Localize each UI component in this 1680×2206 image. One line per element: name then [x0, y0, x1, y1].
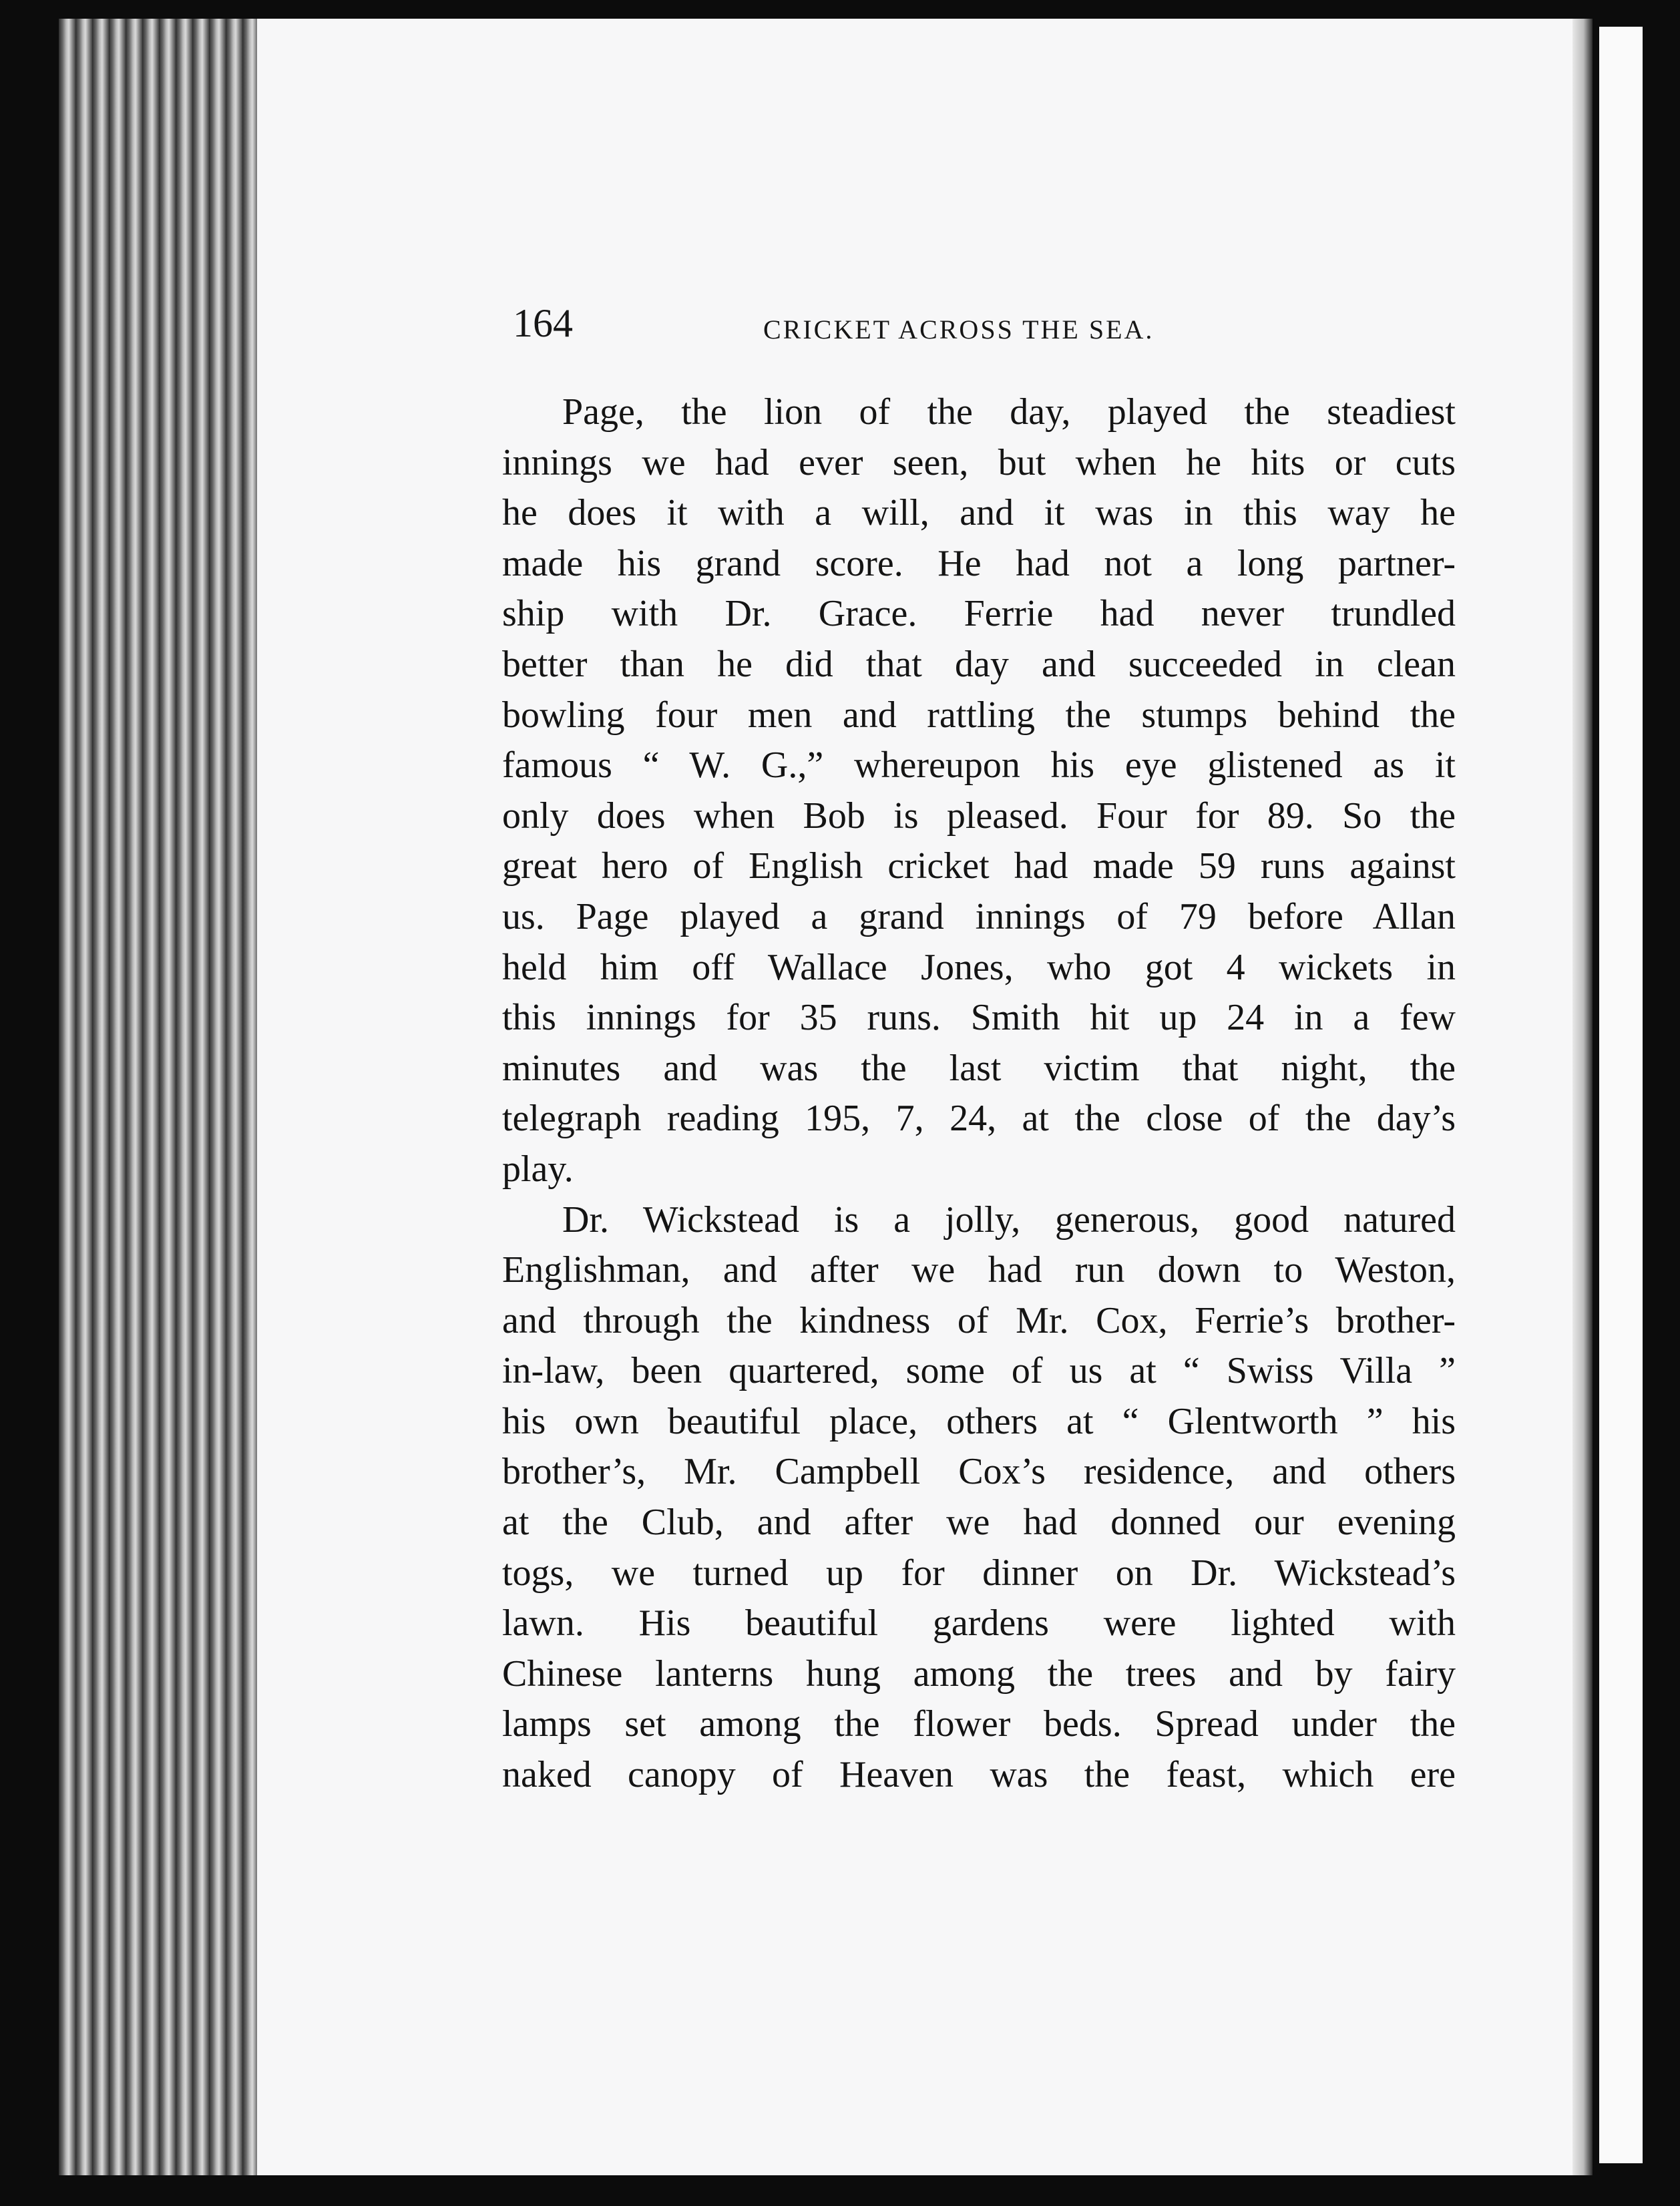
- text-line: only does when Bob is pleased. Four for 89. So the: [502, 795, 1456, 837]
- text-line: and through the kindness of Mr. Cox, Ferrie’s brother-: [502, 1299, 1456, 1341]
- page-number: 164: [513, 301, 573, 345]
- text-line: great hero of English cricket had made 59 runs against: [502, 845, 1456, 887]
- facing-page-edge: [1599, 27, 1643, 2163]
- text-line: play.: [502, 1148, 574, 1190]
- paragraph-2: [502, 1195, 1456, 1801]
- text-line: lamps set among the flower beds. Spread under the: [502, 1703, 1456, 1745]
- text-line: togs, we turned up for dinner on Dr. Wickstead’s: [502, 1552, 1456, 1594]
- text-line: ship with Dr. Grace. Ferrie had never trundled: [502, 593, 1456, 635]
- page-gutter: [1572, 19, 1593, 2175]
- text-line: lawn. His beautiful gardens were lighted with: [502, 1602, 1456, 1644]
- text-line: telegraph reading 195, 7, 24, at the close of the day’s: [502, 1098, 1456, 1140]
- running-head: CRICKET ACROSS THE SEA.: [763, 314, 1154, 345]
- text-line: brother’s, Mr. Campbell Cox’s residence, and others: [502, 1451, 1456, 1493]
- text-line: minutes and was the last victim that night, the: [502, 1047, 1456, 1089]
- text-line: Page, the lion of the day, played the steadiest: [562, 391, 1456, 433]
- text-line: Dr. Wickstead is a jolly, generous, good natured: [562, 1198, 1456, 1241]
- text-line: his own beautiful place, others at “ Glentworth ” his: [502, 1400, 1456, 1442]
- text-line: innings we had ever seen, but when he hits or cuts: [502, 441, 1456, 483]
- text-line: at the Club, and after we had donned our evening: [502, 1502, 1456, 1544]
- text-line: better than he did that day and succeeded in clean: [502, 643, 1456, 685]
- text-line: famous “ W. G.,” whereupon his eye glistened as it: [502, 744, 1456, 787]
- text-line: bowling four men and rattling the stumps behind the: [502, 694, 1456, 736]
- text-line: Englishman, and after we had run down to Weston,: [502, 1249, 1456, 1291]
- text-line: held him off Wallace Jones, who got 4 wickets in: [502, 946, 1456, 988]
- text-line: he does it with a will, and it was in this way he: [502, 492, 1456, 534]
- body-text: [502, 387, 1456, 1801]
- text-line: made his grand score. He had not a long partner-: [502, 542, 1456, 584]
- text-line: us. Page played a grand innings of 79 before Allan: [502, 895, 1456, 937]
- text-line: in-law, been quartered, some of us at “ Swiss Villa ”: [502, 1350, 1456, 1392]
- paragraph-1: [502, 387, 1456, 1195]
- text-line: this innings for 35 runs. Smith hit up 24 in a few: [502, 997, 1456, 1039]
- text-line: naked canopy of Heaven was the feast, which ere: [502, 1754, 1456, 1796]
- text-line: Chinese lanterns hung among the trees and by fairy: [502, 1652, 1456, 1695]
- page-edges: [59, 19, 259, 2175]
